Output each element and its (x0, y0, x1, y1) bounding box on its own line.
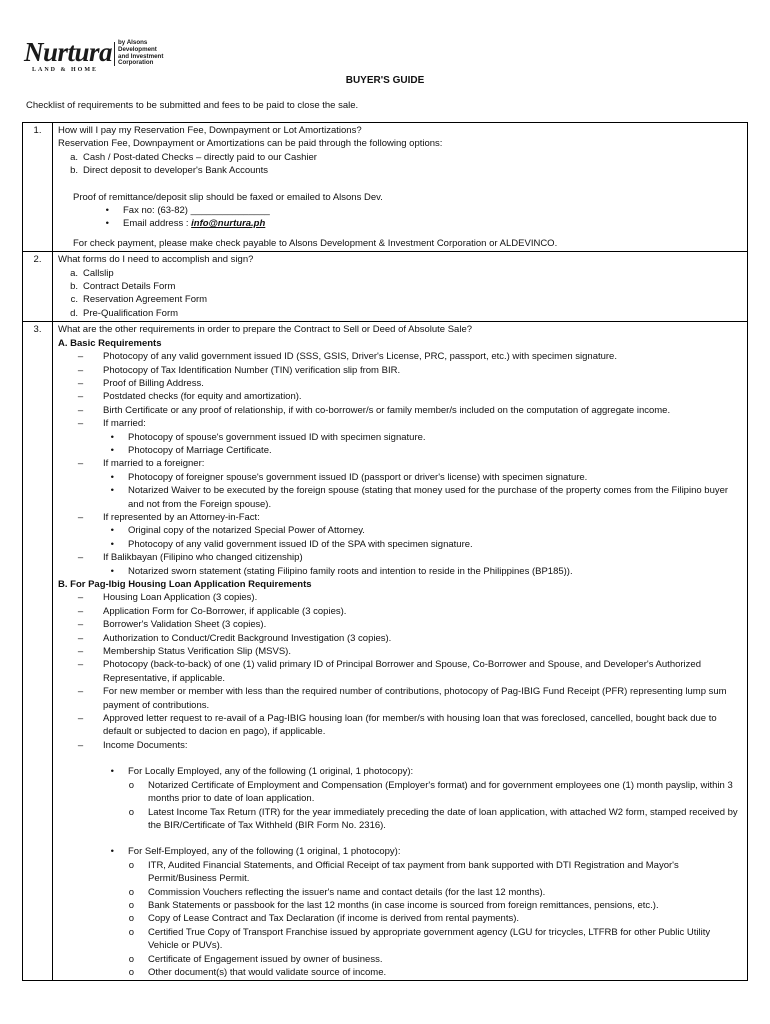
income-category: • For Self-Employed, any of the following (1 original, 1 photocopy): (110, 846, 401, 858)
fax-item: • Fax no: (63-82) _______________ (105, 205, 270, 217)
item-body (53, 123, 748, 252)
sub-requirement: • Photocopy of foreigner spouse's government issued ID (passport or driver's license) with specimen signature. (110, 471, 588, 483)
page-title: BUYER'S GUIDE (345, 75, 425, 86)
option-item: b. Direct deposit to developer's Bank Accounts (70, 165, 269, 177)
income-document: o Commission Vouchers reflecting the issuer's name and contact details (for the last 12 months). (128, 886, 546, 898)
company-logo (22, 38, 172, 78)
requirement-item: – If married: (77, 418, 146, 430)
requirement-item: – If represented by an Attorney-in-Fact: (77, 511, 260, 523)
question: How will I pay my Reservation Fee, Downpayment or Lot Amortizations? (58, 125, 362, 136)
sub-requirement: • Photocopy of Marriage Certificate. (110, 444, 272, 456)
requirement-item: – Proof of Billing Address. (77, 377, 204, 389)
income-document: o ITR, Audited Financial Statements, and Official Receipt of tax payment from bank supported with DTI Registration and Mayor's Permit/Business Permit. (128, 859, 679, 885)
item-number: 2. (23, 252, 53, 322)
income-document: o Copy of Lease Contract and Tax Declaration (if income is derived from rental payments). (128, 913, 520, 925)
item-number: 1. (23, 123, 53, 252)
item-body (53, 252, 748, 322)
email-item: • Email address : info@nurtura.ph (105, 218, 266, 230)
income-document: o Certificate of Engagement issued by owner of business. (128, 953, 383, 965)
requirement-item: – Birth Certificate or any proof of relationship, if with co-borrower/s or family member/s included on the computation of aggregate income. (77, 404, 671, 416)
requirement-item: – Application Form for Co-Borrower, if applicable (3 copies). (77, 605, 347, 617)
logo-divider (114, 42, 115, 66)
requirement-item: – Housing Loan Application (3 copies). (77, 592, 258, 604)
logo-tagline: LAND & HOME (32, 67, 98, 73)
check-note: For check payment, please make check payable to Alsons Development & Investment Corporation or ALDEVINCO. (73, 237, 558, 249)
question: What are the other requirements in order to prepare the Contract to Sell or Deed of Absolute Sale? (58, 324, 473, 336)
section-heading: B. For Pag-Ibig Housing Loan Application Requirements (58, 579, 312, 590)
income-document: o Other document(s) that would validate source of income. (128, 966, 387, 978)
checklist-row-2 (23, 252, 748, 322)
section-heading: A. Basic Requirements (58, 337, 162, 349)
requirement-item: – Authorization to Conduct/Credit Background Investigation (3 copies). (77, 632, 392, 644)
requirement-item: – Income Documents: (77, 739, 188, 751)
sub-requirement: • Original copy of the notarized Special Power of Attorney. (110, 525, 365, 537)
income-category: • For Locally Employed, any of the following (1 original, 1 photocopy): (110, 766, 414, 778)
income-document: o Certified True Copy of Transport Franchise issued by appropriate government agency (LGU for tricycles, LTFRB for other Public Utility Vehicle or PUVs). (128, 926, 711, 952)
income-document: o Notarized Certificate of Employment and Compensation (Employer's format) and for government employees one (1) month payslip, within 3 months prior to date of loan application. (128, 779, 733, 805)
requirement-item: – If married to a foreigner: (77, 458, 205, 470)
form-item: a. Callslip (70, 267, 114, 279)
requirement-item: – Borrower's Validation Sheet (3 copies). (77, 619, 267, 631)
form-item: b. Contract Details Form (70, 281, 176, 293)
question: What forms do I need to accomplish and sign? (58, 254, 254, 266)
form-item: c. Reservation Agreement Form (70, 294, 208, 306)
requirement-item: – Membership Status Verification Slip (MSVS). (77, 646, 291, 658)
requirement-item: – Approved letter request to re-avail of a Pag-IBIG housing loan (for member/s with housing loan that was foreclosed, cancelled, bought back due to default or subjected to dacion en pago), if applicable. (77, 713, 717, 738)
logo-byline-1: by Alsons (118, 39, 148, 46)
logo-byline-2: Development (118, 45, 157, 53)
requirement-item: – Photocopy (back-to-back) of one (1) valid primary ID of Principal Borrower and Spouse, Co-Borrower and Spouse, and Developer's Authorized Representative, if applicable. (77, 659, 701, 684)
sub-requirement: • Photocopy of any valid government issued ID of the SPA with specimen signature. (110, 538, 473, 550)
logo-byline-4: Corporation (118, 59, 154, 67)
income-document: o Bank Statements or passbook for the last 12 months (in case income is sourced from foreign remittances, pensions, etc.). (128, 899, 659, 911)
requirement-item: – Photocopy of Tax Identification Number (TIN) verification slip from BIR. (77, 364, 401, 376)
requirement-item: – Photocopy of any valid government issued ID (SSS, GSIS, Driver's License, PRC, passport, etc.) with specimen signature. (77, 351, 617, 363)
logo-wordmark: Nurtura (24, 37, 113, 67)
sub-requirement: • Notarized Waiver to be executed by the foreign spouse (stating that money used for the purchase of the property comes from the Filipino buyer and not from the Foreign spouse). (110, 485, 729, 510)
item-body (53, 322, 748, 981)
checklist-row-3 (23, 322, 748, 981)
requirement-item: – For new member or member with less than the required number of contributions, photocopy of Pag-IBIG Fund Receipt (PFR) representing lump sum payment of contributions. (77, 686, 727, 711)
income-document: o Latest Income Tax Return (ITR) for the year immediately preceding the date of loan application, with attached W2 form, stamped received by the BIR/Certificate of Tax Withheld (BIR Form No. 2316). (128, 806, 738, 831)
requirement-item: – Postdated checks (for equity and amortization). (77, 391, 302, 403)
form-item: d. Pre-Qualification Form (70, 307, 179, 319)
proof-text: Proof of remittance/deposit slip should be faxed or emailed to Alsons Dev. (73, 191, 383, 203)
sub-requirement: • Notarized sworn statement (stating Filipino family roots and intention to reside in the Philippines (BP185)). (110, 565, 573, 577)
checklist-table (22, 122, 748, 981)
sub-requirement: • Photocopy of spouse's government issued ID with specimen signature. (110, 431, 426, 443)
logo-byline (118, 40, 178, 67)
checklist-row-1 (23, 123, 748, 252)
option-item: a. Cash / Post-dated Checks – directly paid to our Cashier (70, 151, 317, 163)
logo-byline-3: and Investment (118, 52, 164, 60)
item-number: 3. (23, 322, 53, 981)
requirement-item: – If Balikbayan (Filipino who changed citizenship) (77, 552, 303, 564)
email-link[interactable]: info@nurtura.ph (191, 218, 266, 230)
answer-text: Reservation Fee, Downpayment or Amortizations can be paid through the following options: (58, 138, 443, 150)
intro-text: Checklist of requirements to be submitted and fees to be paid to close the sale. (26, 100, 359, 111)
